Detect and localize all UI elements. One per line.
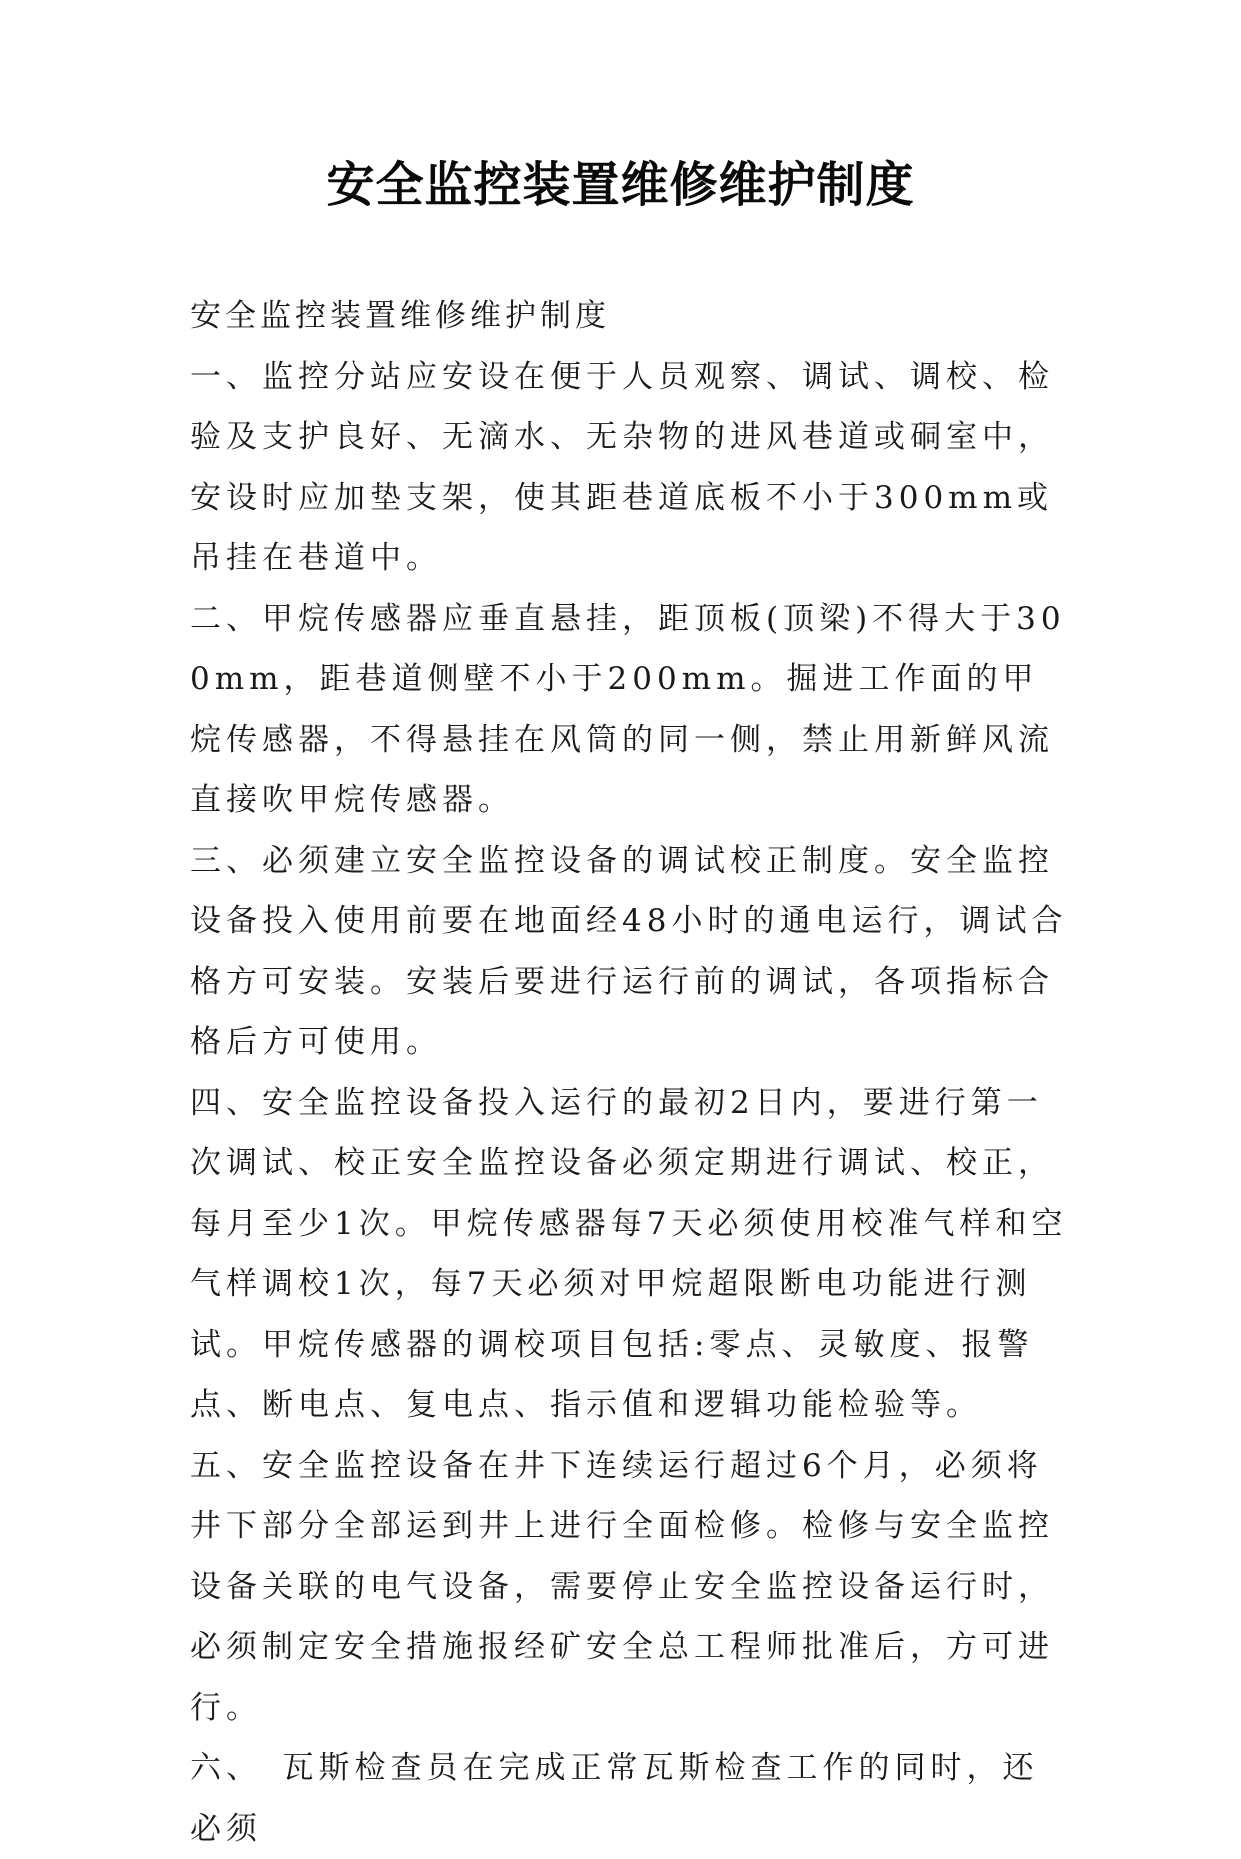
paragraph-1: 一、监控分站应安设在便于人员观察、调试、调校、检验及支护良好、无滴水、无杂物的进风巷道或硐室中，安设时应加垫支架，使其距巷道底板不小于300mm或吊挂在巷道中。 xyxy=(190,358,1054,576)
paragraph-4: 四、安全监控设备投入运行的最初2日内，要进行第一次调试、校正安全监控设备必须定期进行调试、校正，每月至少1次。甲烷传感器每7天必须使用校准气样和空气样调校1次，每7天必须对甲烷超限断电功能进行测试。甲烷传感器的调校项目包括:零点、灵敏度、报警点、断电点、复电点、指示值和逻辑功能检验等。 xyxy=(190,1084,1068,1423)
paragraph-5: 五、安全监控设备在井下连续运行超过6个月，必须将井下部分全部运到井上进行全面检修。检修与安全监控设备关联的电气设备，需要停止安全监控设备运行时，必须制定安全措施报经矿安全总工程师批准后，方可进行。 xyxy=(190,1447,1054,1726)
paragraph-2: 二、甲烷传感器应垂直悬挂，距顶板(顶梁)不得大于300mm，距巷道侧壁不小于200mm。掘进工作面的甲烷传感器，不得悬挂在风筒的同一侧，禁止用新鲜风流直接吹甲烷传感器。 xyxy=(190,600,1066,818)
paragraph-3: 三、必须建立安全监控设备的调试校正制度。安全监控设备投入使用前要在地面经48小时的通电运行，调试合格方可安装。安装后要进行运行前的调试，各项指标合格后方可使用。 xyxy=(190,842,1068,1060)
paragraph-6: 六、 瓦斯检查员在完成正常瓦斯检查工作的同时，还必须 xyxy=(190,1750,1039,1847)
document-body xyxy=(190,286,1070,1859)
document-subtitle: 安全监控装置维修维护制度 xyxy=(190,298,610,334)
document-title: 安全监控装置维修维护制度 xyxy=(326,157,915,213)
